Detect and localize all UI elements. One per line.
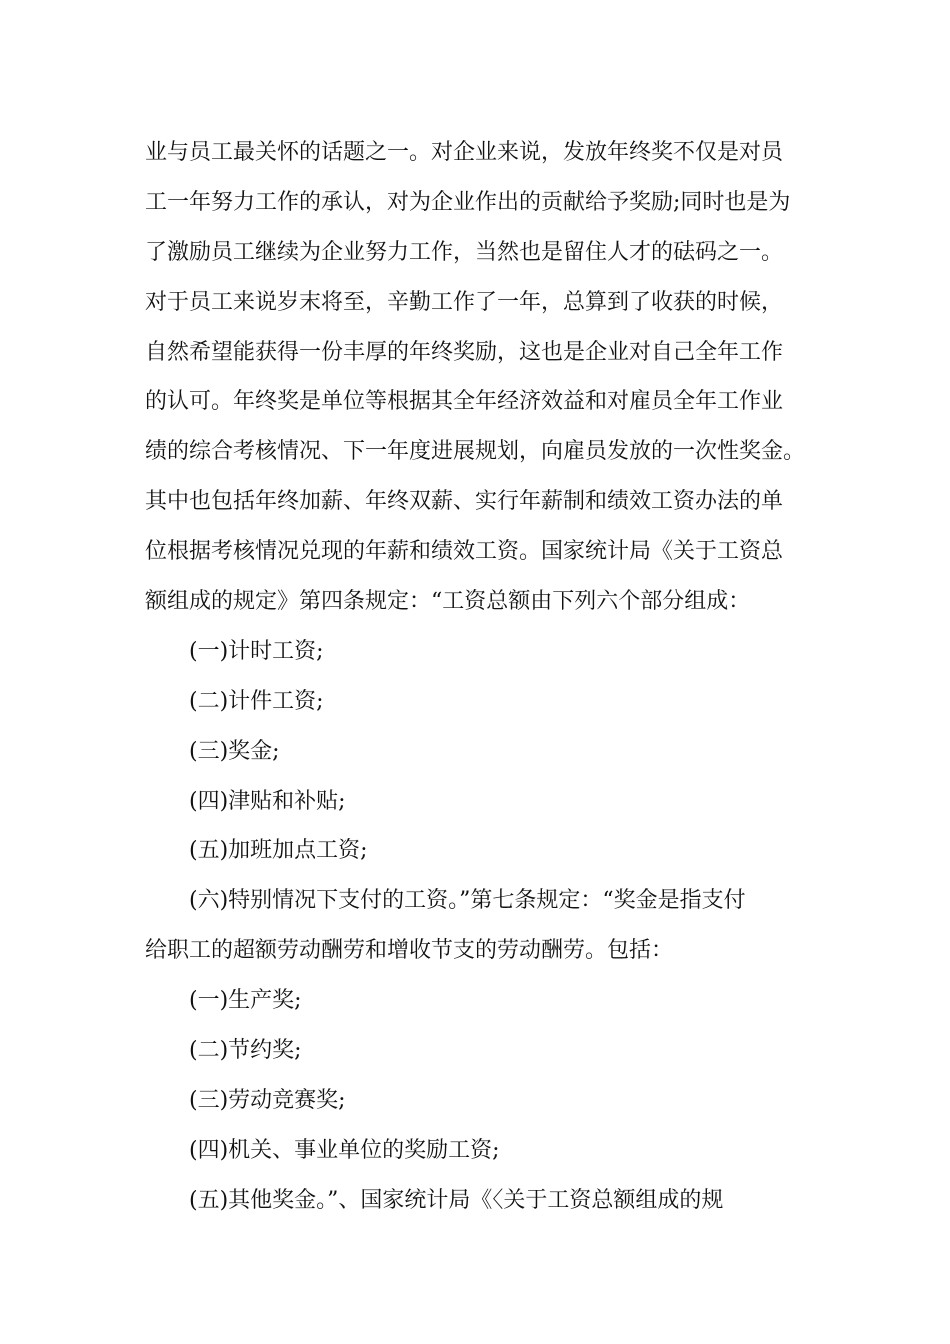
paragraph-line: 其中也包括年终加薪、年终双薪、实行年薪制和绩效工资办法的单 (145, 489, 784, 515)
paragraph-line: 额组成的规定》第四条规定：“工资总额由下列六个部分组成： (145, 589, 751, 615)
list-item: (六)特别情况下支付的工资。”第七条规定：“奖金是指支付 (189, 888, 746, 914)
document-body (145, 128, 825, 1226)
list-item: (五)加班加点工资; (189, 838, 368, 864)
list-item: (三)奖金; (189, 738, 280, 764)
paragraph-line: 的认可。年终奖是单位等根据其全年经济效益和对雇员全年工作业 (145, 389, 784, 415)
list-item: (一)计时工资; (189, 638, 324, 664)
list-item: (二)节约奖; (189, 1038, 302, 1064)
list-item: (五)其他奖金。”、国家统计局《〈关于工资总额组成的规 (189, 1187, 724, 1213)
list-item: (二)计件工资; (189, 688, 324, 714)
paragraph-line: 位根据考核情况兑现的年薪和绩效工资。国家统计局《关于工资总 (145, 539, 784, 565)
list-item: (一)生产奖; (189, 988, 302, 1014)
paragraph-line: 自然希望能获得一份丰厚的年终奖励，这也是企业对自己全年工作 (145, 339, 784, 365)
paragraph-line: 了激励员工继续为企业努力工作，当然也是留住人才的砝码之一。 (145, 239, 784, 265)
list-item: (四)机关、事业单位的奖励工资; (189, 1137, 500, 1163)
paragraph-line: 对于员工来说岁末将至，辛勤工作了一年，总算到了收获的时候， (145, 289, 784, 315)
list-item: (三)劳动竞赛奖; (189, 1087, 346, 1113)
paragraph-line: 绩的综合考核情况、下一年度进展规划，向雇员发放的一次性奖金。 (145, 439, 806, 465)
paragraph-line: 给职工的超额劳动酬劳和增收节支的劳动酬劳。包括： (145, 938, 674, 964)
paragraph-line: 工一年努力工作的承认，对为企业作出的贡献给予奖励;同时也是为 (145, 189, 791, 215)
list-item: (四)津贴和补贴; (189, 788, 346, 814)
paragraph-line: 业与员工最关怀的话题之一。对企业来说，发放年终奖不仅是对员 (145, 140, 784, 165)
